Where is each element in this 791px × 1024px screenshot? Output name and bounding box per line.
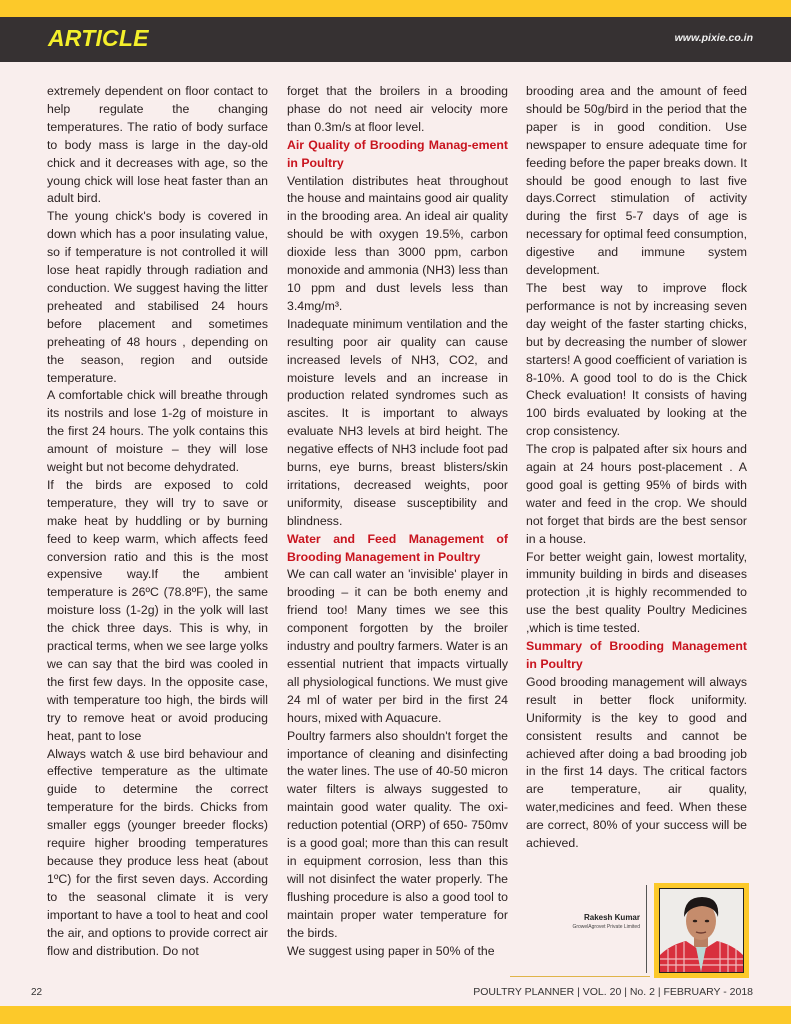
article-column-3	[526, 83, 747, 853]
page-number: 22	[31, 987, 43, 998]
article-column-1	[47, 83, 268, 960]
paragraph: The young chick's body is covered in down which has a poor insulating value, so if temperature is not controlled it will lose heat rapidly through radiation and conduction. We suggest having the litter preheated and stabilised 24 hours before placement and sometimes preheating of 48 hours , depending on the season, region and outside temperature.	[47, 209, 268, 385]
paragraph: We can call water an 'invisible' player in brooding – it can be both enemy and friend too! Many times we see this component forgotten by the broiler industry and poultry farmers. Water is an essential nutrient that impacts virtually all physiological functions. We must give 24 ml of water per bird in the first 24 hours, mixed with Aquacure.	[287, 567, 508, 725]
author-caption	[530, 913, 640, 930]
paragraph: Inadequate minimum ventilation and the resulting poor air quality can cause increased levels of NH3, CO2, and moisture levels and an increase in production related syndromes such as ascites. It is important to always evaluate NH3 levels at bird height. The negative effects of NH3 include foot pad burns, eye burns, breast blisters/skin irritations, decreased weights, poor uniformity, disease susceptibility and blindness.	[287, 316, 508, 528]
paragraph: brooding area and the amount of feed should be 50g/bird in the period that the paper is in good condition. Use newspaper to ensure adequate time for feeding before the paper breaks down. It should be good enough to last five days.Correct stimulation of activity during the first 5-7 days of age is necessary for optimal feed consumption, digestive and immune system development.	[526, 84, 747, 278]
bottom-accent-strip	[0, 1006, 791, 1024]
author-divider	[646, 885, 647, 973]
paragraph: Poultry farmers also shouldn't forget the importance of cleaning and disinfecting the water lines. The use of 40-50 micron water filters is always suggested to maintain good water quality. The oxi-reduction potential (ORP) of 650- 750mv is a good goal; more than this can result in equipment corrosion, less than this will not disinfect the water properly. The flushing procedure is also a good tool to maintain proper water temperature for the birds.	[287, 728, 508, 940]
header-bar	[0, 17, 791, 62]
paragraph: We suggest using paper in 50% of the	[287, 943, 495, 958]
author-portrait-icon	[659, 888, 744, 973]
paragraph: forget that the broilers in a brooding phase do not need air velocity more than 0.3m/s at floor level.	[287, 84, 508, 134]
publication-info: POULTRY PLANNER | VOL. 20 | No. 2 | FEBRUARY - 2018	[473, 986, 753, 998]
section-heading: Water and Feed Management of Brooding Management in Poultry	[287, 531, 508, 564]
paragraph: Good brooding management will always result in better flock uniformity. Uniformity is the key to good and consistent results and cannot be achieved after doing a bad brooding job in the first 14 days. The critical factors are temperature, air quality, water,medicines and feed. When these are correct, 80% of your success will be achieved.	[526, 674, 747, 851]
author-company: GrowelAgrovet Private Limited	[572, 924, 640, 930]
paragraph: For better weight gain, lowest mortality, immunity building in birds and diseases protection ,it is highly recommended to use the best quality Poultry Medicines ,which is time tested.	[526, 549, 747, 636]
paragraph: The best way to improve flock performance is not by increasing seven day weight of the faster starting chicks, but by decreasing the number of slower starters! A good coefficient of variation is 8-10%. A good tool to do is the Chick Check evaluation! It consists of having 100 birds evaluated by looking at the crop consistency.	[526, 280, 747, 439]
section-heading: Air Quality of Brooding Manag-ement in Poultry	[287, 137, 508, 170]
website-url: www.pixie.co.in	[674, 32, 753, 44]
paragraph: A comfortable chick will breathe through its nostrils and lose 1-2g of moisture in the first 24 hours. The yolk contains this amount of moisture – they will lose weight but not become dehydrated.	[47, 388, 268, 475]
section-heading: Summary of Brooding Management in Poultry	[526, 639, 747, 671]
author-underline	[510, 976, 650, 977]
paragraph: extremely dependent on floor contact to help regulate the changing temperatures. The ratio of body surface to body mass is large in the day-old chick and it decreases with age, so the young chick will lose heat faster than an adult bird.	[47, 84, 268, 206]
article-column-2	[287, 83, 508, 960]
author-photo-frame	[654, 883, 749, 978]
section-label: ARTICLE	[48, 25, 149, 51]
top-accent-strip	[0, 0, 791, 17]
paragraph: Ventilation distributes heat throughout the house and maintains good air quality in the brooding area. An ideal air quality should be with oxygen 19.5%, carbon dioxide less than 3000 ppm, carbon monoxide and ammonia (NH3) less than 10 ppm and dust levels less than 3.4mg/m³.	[287, 173, 508, 313]
paragraph: If the birds are exposed to cold temperature, they will try to save or make heat by huddling or by burning feed to keep warm, which affects feed conversion ratio and this is the most expensive way.If the ambient temperature is 26ºC (78.8ºF), the same moisture loss (1-2g) in the yolk will last the chick three days. This is why, in practical terms, when we see large yolks we can say that the bird was cooled in the first few days. In the opposite case, with temperature too high, the birds will try to remove heat or avoid producing heat, pant to lose	[47, 477, 268, 743]
paragraph: The crop is palpated after six hours and again at 24 hours post-placement . A good goal is getting 95% of birds with water and feed in the crop. We should not forget that birds are the best sensor in a house.	[526, 442, 747, 546]
paragraph: Always watch & use bird behaviour and effective temperature as the ultimate guide to determine the correct temperature for the birds. Chicks from smaller eggs (younger breeder flocks) require higher brooding temperatures because they produce less heat (about 1ºC) for the first seven days. According to the seasonal climate it is very important to have a tool to heat and cool the air, and options to provide correct air flow and distribution. Do not	[47, 746, 268, 958]
author-name: Rakesh Kumar	[583, 913, 640, 922]
